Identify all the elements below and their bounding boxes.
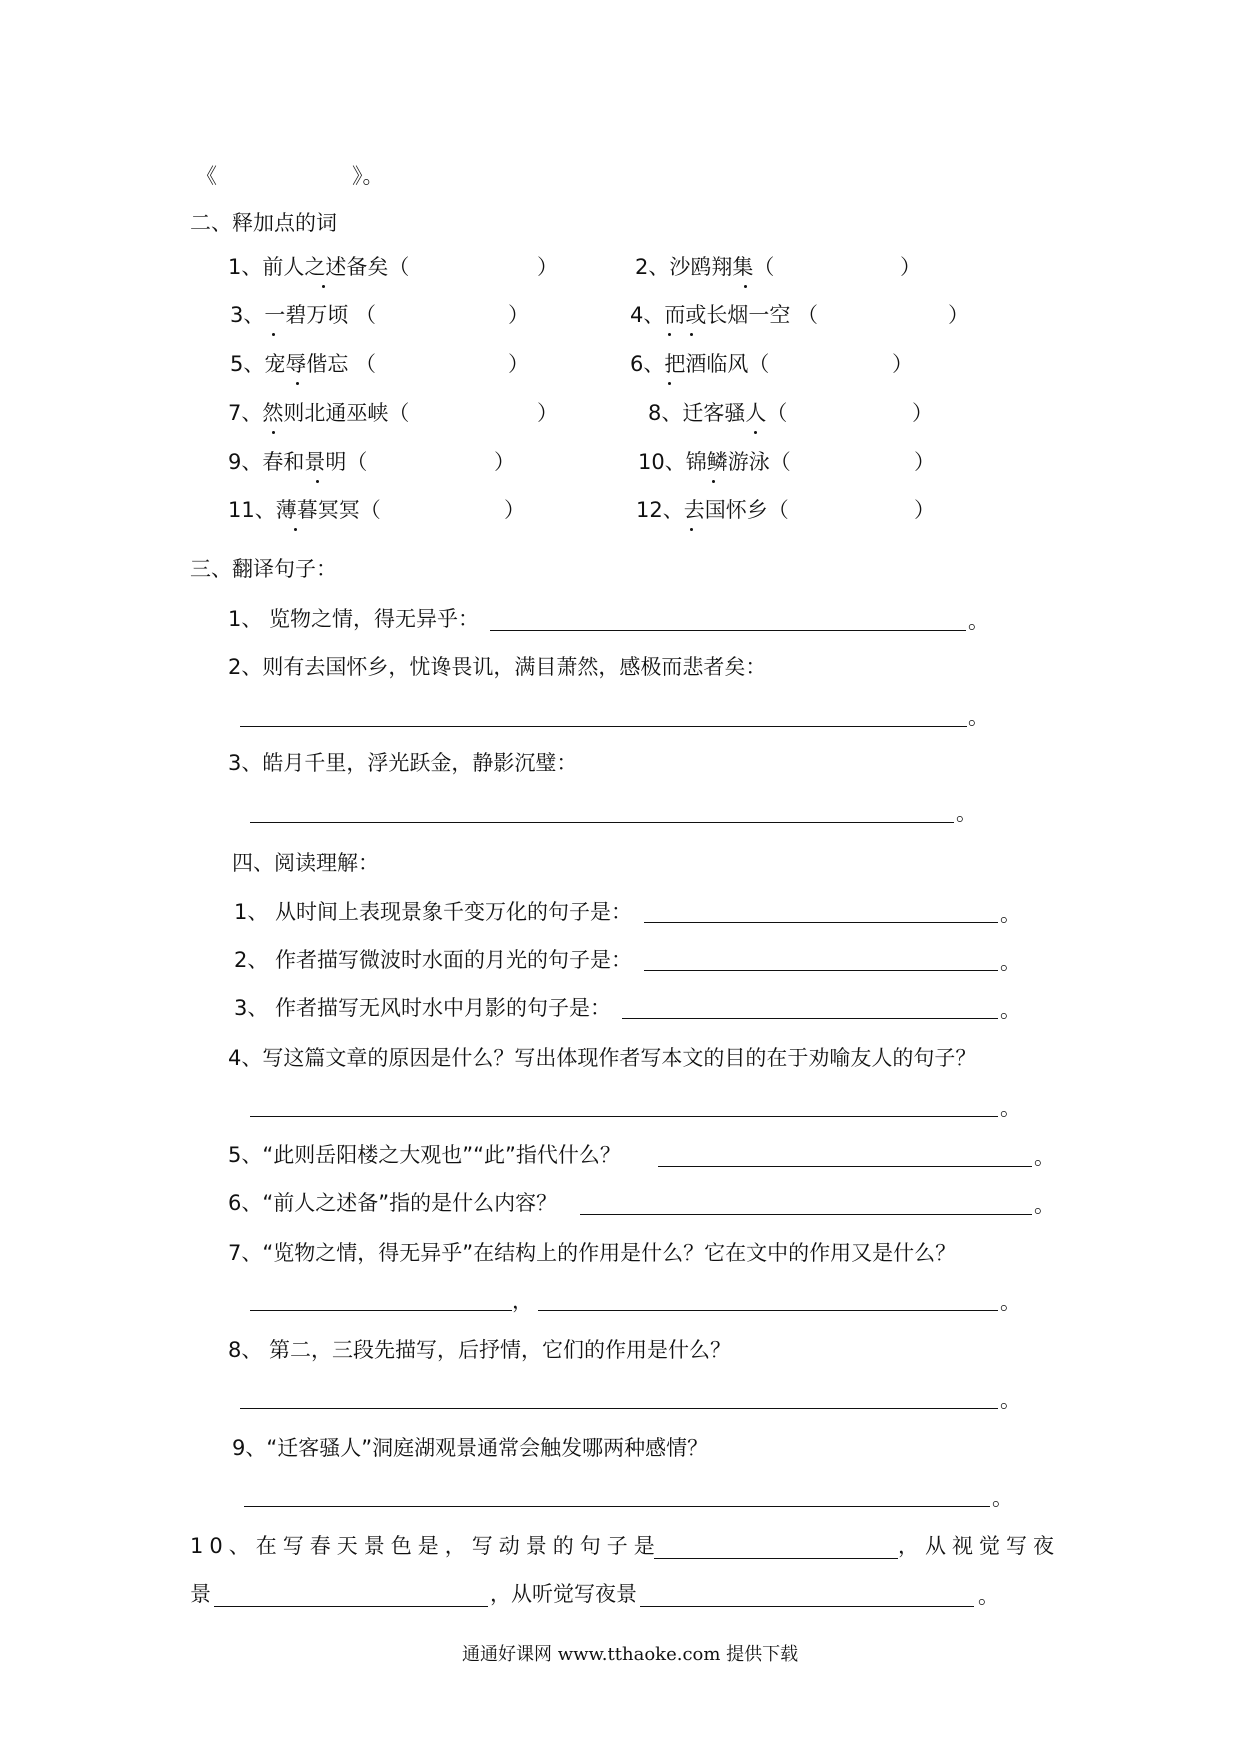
reading-q3: 3、 作者描写无风时水中月影的句子是： (234, 996, 612, 1020)
reading-q7-answer-line-b[interactable] (538, 1310, 998, 1311)
emphasis-dot (744, 285, 747, 288)
period: 。 (992, 1486, 1013, 1510)
period: 。 (1034, 1145, 1055, 1169)
emphasis-dot (668, 382, 671, 385)
word-item-9: 9、春和景明（ (228, 450, 368, 474)
reading-q10-answer-line-c[interactable] (640, 1606, 974, 1607)
translate-q1: 1、 览物之情，得无异乎： (228, 607, 480, 631)
reading-q9-answer-line[interactable] (244, 1506, 990, 1507)
emphasis-dot (712, 480, 715, 483)
word-item-2-close: ） (900, 255, 921, 279)
word-item-3-close: ） (508, 303, 529, 327)
reading-q7-answer-line-a[interactable] (250, 1310, 512, 1311)
reading-q4: 4、写这篇文章的原因是什么？写出体现作者写本文的目的在于劝喻友人的句子？ (228, 1046, 977, 1070)
word-item-12: 12、去国怀乡（ (636, 498, 789, 522)
emphasis-dot (690, 528, 693, 531)
word-item-11: 11、薄暮冥冥（ (228, 498, 381, 522)
translate-q2: 2、则有去国怀乡，忧谗畏讥，满目萧然，感极而悲者矣： (228, 655, 767, 679)
reading-q2-answer-line[interactable] (644, 970, 998, 971)
comma: ， (512, 1289, 533, 1313)
reading-q8: 8、 第二，三段先描写，后抒情，它们的作用是什么？ (228, 1338, 732, 1362)
section-4-title: 四、阅读理解： (232, 851, 379, 875)
reading-q10-answer-line-a[interactable] (654, 1558, 898, 1559)
period: 。 (956, 801, 977, 825)
reading-q10-part-c: 景 (190, 1582, 211, 1606)
word-item-11-close: ） (504, 498, 525, 522)
reading-q8-answer-line[interactable] (240, 1408, 998, 1409)
reading-q5-answer-line[interactable] (658, 1166, 1032, 1167)
reading-q6: 6、“前人之述备”指的是什么内容？ (228, 1191, 558, 1215)
word-item-9-close: ） (494, 450, 515, 474)
period: 。 (1000, 998, 1021, 1022)
emphasis-dot (668, 333, 671, 336)
word-item-3: 3、一碧万顷 （ (230, 303, 377, 327)
word-item-4-close: ） (948, 303, 969, 327)
word-item-12-close: ） (914, 498, 935, 522)
period: 。 (1000, 1096, 1021, 1120)
emphasis-dot (296, 382, 299, 385)
emphasis-dot (754, 431, 757, 434)
period: 。 (1000, 1290, 1021, 1314)
emphasis-dot (690, 333, 693, 336)
reading-q4-answer-line[interactable] (250, 1116, 998, 1117)
reading-q5: 5、“此则岳阳楼之大观也”“此”指代什么？ (228, 1143, 621, 1167)
word-item-5-close: ） (508, 352, 529, 376)
reading-q7: 7、“览物之情，得无异乎”在结构上的作用是什么？它在文中的作用又是什么？ (228, 1241, 957, 1265)
word-item-1: 1、前人之述备矣（ (228, 255, 410, 279)
period: 。 (968, 609, 989, 633)
book-title-open-bracket: 《 (196, 164, 217, 188)
section-3-title: 三、翻译句子： (190, 557, 337, 581)
period: 。 (968, 705, 989, 729)
reading-q9: 9、“迁客骚人”洞庭湖观景通常会触发哪两种感情？ (232, 1436, 709, 1460)
reading-q3-answer-line[interactable] (622, 1018, 998, 1019)
period: 。 (978, 1584, 999, 1608)
word-item-6: 6、把酒临风（ (630, 352, 770, 376)
reading-q1: 1、 从时间上表现景象千变万化的句子是： (234, 900, 633, 924)
reading-q1-answer-line[interactable] (644, 922, 998, 923)
period: 。 (1034, 1193, 1055, 1217)
reading-q10-part-b: ，从视觉写夜 (898, 1534, 1060, 1558)
word-item-7: 7、然则北通巫峡（ (228, 401, 410, 425)
word-item-6-close: ） (892, 352, 913, 376)
footer-download-note: 通通好课网 www.tthaoke.com 提供下载 (462, 1644, 799, 1665)
translate-q1-answer-line[interactable] (490, 630, 966, 631)
section-2-title: 二、释加点的词 (190, 211, 337, 235)
word-item-4: 4、而或长烟一空 （ (630, 303, 819, 327)
word-item-10: 10、锦鳞游泳（ (638, 450, 791, 474)
reading-q10-part-a: 10、在写春天景色是，写动景的句子是 (190, 1534, 661, 1558)
emphasis-dot (294, 528, 297, 531)
word-item-7-close: ） (537, 401, 558, 425)
emphasis-dot (322, 285, 325, 288)
emphasis-dot (272, 431, 275, 434)
translate-q3: 3、皓月千里，浮光跃金，静影沉璧： (228, 751, 578, 775)
emphasis-dot (316, 480, 319, 483)
period: 。 (1000, 1388, 1021, 1412)
book-title-close-bracket: 》。 (352, 164, 384, 188)
reading-q2: 2、 作者描写微波时水面的月光的句子是： (234, 948, 633, 972)
word-item-8-close: ） (912, 401, 933, 425)
translate-q3-answer-line[interactable] (250, 822, 954, 823)
word-item-1-close: ） (537, 255, 558, 279)
reading-q6-answer-line[interactable] (580, 1214, 1032, 1215)
word-item-2: 2、沙鸥翔集（ (635, 255, 775, 279)
reading-q10-answer-line-b[interactable] (214, 1606, 488, 1607)
word-item-8: 8、迁客骚人（ (648, 401, 788, 425)
emphasis-dot (272, 333, 275, 336)
word-item-5: 5、宠辱偕忘 （ (230, 352, 377, 376)
word-item-10-close: ） (914, 450, 935, 474)
period: 。 (1000, 950, 1021, 974)
translate-q2-answer-line[interactable] (240, 726, 967, 727)
period: 。 (1000, 902, 1021, 926)
reading-q10-part-d: ，从听觉写夜景 (490, 1582, 637, 1606)
